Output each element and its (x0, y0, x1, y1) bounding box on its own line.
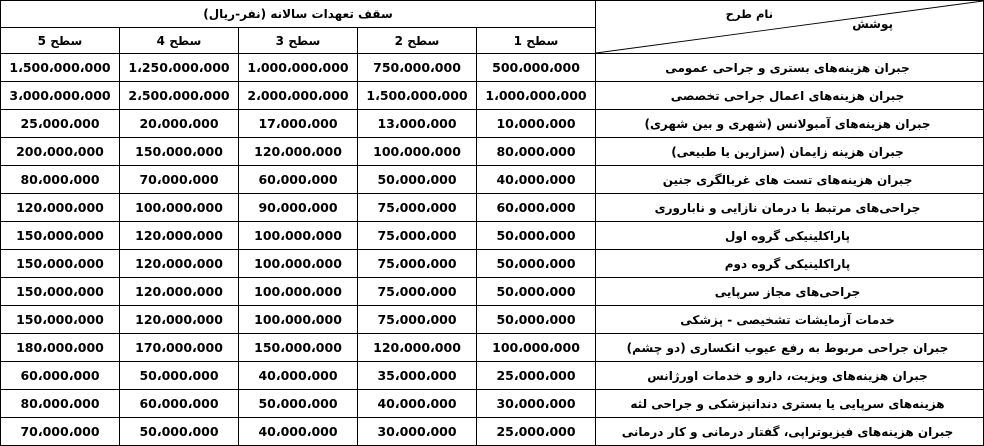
table-row (1, 306, 984, 334)
ceiling-value-cell: 70،000،000 (1, 418, 120, 446)
ceiling-value-cell: 80،000،000 (477, 138, 596, 166)
ceiling-value-cell: 50،000،000 (358, 166, 477, 194)
table-row (1, 110, 984, 138)
ceiling-value-cell: 40،000،000 (239, 418, 358, 446)
ceiling-value-cell: 75،000،000 (358, 278, 477, 306)
table-row (1, 138, 984, 166)
corner-header-cell (596, 1, 984, 54)
ceiling-value-cell: 120،000،000 (239, 138, 358, 166)
ceiling-value-cell: 80،000،000 (1, 166, 120, 194)
ceiling-value-cell: 150،000،000 (120, 138, 239, 166)
coverage-table-body (1, 54, 984, 446)
ceiling-value-cell: 75،000،000 (358, 306, 477, 334)
coverage-name-cell: جبران جراحی مربوط به رفع عیوب انکساری (دو چشم) (596, 334, 984, 362)
level-header: سطح 5 (1, 28, 120, 54)
ceiling-value-cell: 25،000،000 (1, 110, 120, 138)
ceiling-value-cell: 17،000،000 (239, 110, 358, 138)
ceiling-value-cell: 25،000،000 (477, 362, 596, 390)
level-header: سطح 3 (239, 28, 358, 54)
ceiling-value-cell: 1،000،000،000 (477, 82, 596, 110)
coverage-name-cell: جبران هزینه زایمان (سزارین یا طبیعی) (596, 138, 984, 166)
table-row (1, 54, 984, 82)
ceiling-value-cell: 1،500،000،000 (358, 82, 477, 110)
ceiling-value-cell: 60،000،000 (1, 362, 120, 390)
ceiling-value-cell: 60،000،000 (477, 194, 596, 222)
table-row (1, 278, 984, 306)
coverage-name-cell: جبران هزینه‌های آمبولانس (شهری و بین شهری) (596, 110, 984, 138)
ceiling-value-cell: 500،000،000 (477, 54, 596, 82)
ceiling-value-cell: 20،000،000 (120, 110, 239, 138)
ceiling-value-cell: 150،000،000 (1, 222, 120, 250)
coverage-name-cell: پاراکلینیکی گروه دوم (596, 250, 984, 278)
table-row (1, 418, 984, 446)
ceiling-value-cell: 50،000،000 (477, 306, 596, 334)
table-row (1, 82, 984, 110)
table-row (1, 250, 984, 278)
table-row (1, 362, 984, 390)
ceiling-value-cell: 40،000،000 (477, 166, 596, 194)
coverage-name-cell: پاراکلینیکی گروه اول (596, 222, 984, 250)
level-header: سطح 4 (120, 28, 239, 54)
ceiling-value-cell: 50،000،000 (477, 250, 596, 278)
ceiling-value-cell: 150،000،000 (1, 278, 120, 306)
ceiling-value-cell: 200،000،000 (1, 138, 120, 166)
ceiling-value-cell: 100،000،000 (358, 138, 477, 166)
ceiling-value-cell: 100،000،000 (120, 194, 239, 222)
ceiling-value-cell: 90،000،000 (239, 194, 358, 222)
coverage-name-cell: جبران هزینه‌های ویزیت، دارو و خدمات اورژانس (596, 362, 984, 390)
ceiling-value-cell: 75،000،000 (358, 222, 477, 250)
ceiling-value-cell: 30،000،000 (358, 418, 477, 446)
table-row (1, 222, 984, 250)
ceiling-value-cell: 30،000،000 (477, 390, 596, 418)
ceiling-value-cell: 150،000،000 (1, 306, 120, 334)
ceiling-value-cell: 150،000،000 (239, 334, 358, 362)
ceiling-value-cell: 150،000،000 (1, 250, 120, 278)
coverage-name-cell: خدمات آزمایشات تشخیصی - پزشکی (596, 306, 984, 334)
ceiling-value-cell: 120،000،000 (120, 222, 239, 250)
ceiling-value-cell: 50،000،000 (477, 222, 596, 250)
ceiling-value-cell: 60،000،000 (239, 166, 358, 194)
ceiling-value-cell: 40،000،000 (239, 362, 358, 390)
ceiling-value-cell: 100،000،000 (239, 250, 358, 278)
header-row-top (1, 1, 984, 28)
ceiling-value-cell: 2،000،000،000 (239, 82, 358, 110)
ceiling-value-cell: 50،000،000 (120, 362, 239, 390)
coverage-name-cell: جبران هزینه‌های بستری و جراحی عمومی (596, 54, 984, 82)
ceiling-value-cell: 75،000،000 (358, 250, 477, 278)
ceiling-value-cell: 35،000،000 (358, 362, 477, 390)
ceiling-value-cell: 1،500،000،000 (1, 54, 120, 82)
ceiling-value-cell: 1،000،000،000 (239, 54, 358, 82)
level-header: سطح 1 (477, 28, 596, 54)
ceiling-value-cell: 60،000،000 (120, 390, 239, 418)
table-row (1, 334, 984, 362)
ceiling-value-cell: 750،000،000 (358, 54, 477, 82)
ceiling-value-cell: 3،000،000،000 (1, 82, 120, 110)
ceiling-value-cell: 120،000،000 (120, 278, 239, 306)
ceiling-value-cell: 50،000،000 (239, 390, 358, 418)
ceiling-value-cell: 100،000،000 (477, 334, 596, 362)
ceiling-value-cell: 10،000،000 (477, 110, 596, 138)
table-row (1, 166, 984, 194)
ceiling-value-cell: 180،000،000 (1, 334, 120, 362)
ceiling-value-cell: 170،000،000 (120, 334, 239, 362)
ceiling-value-cell: 70،000،000 (120, 166, 239, 194)
plan-name-header-label: نام طرح (725, 7, 774, 21)
coverage-name-cell: جبران هزینه‌های تست های غربالگری جنین (596, 166, 984, 194)
ceiling-value-cell: 50،000،000 (477, 278, 596, 306)
ceiling-value-cell: 50،000،000 (120, 418, 239, 446)
ceiling-value-cell: 120،000،000 (1, 194, 120, 222)
coverage-name-cell: جبران هزینه‌های اعمال جراحی تخصصی (596, 82, 984, 110)
ceiling-value-cell: 1،250،000،000 (120, 54, 239, 82)
level-header: سطح 2 (358, 28, 477, 54)
ceiling-value-cell: 25،000،000 (477, 418, 596, 446)
coverage-name-cell: جبران هزینه‌های فیزیوتراپی، گفتار درمانی و کار درمانی (596, 418, 984, 446)
annual-ceiling-header: سقف تعهدات سالانه (نفر-ریال) (1, 1, 596, 28)
diagonal-divider (596, 1, 983, 53)
ceiling-value-cell: 100،000،000 (239, 222, 358, 250)
ceiling-value-cell: 120،000،000 (120, 306, 239, 334)
coverage-header-label: پوشش (852, 17, 894, 31)
coverage-name-cell: هزینه‌های سرپایی یا بستری دندانپزشکی و جراحی لثه (596, 390, 984, 418)
ceiling-value-cell: 13،000،000 (358, 110, 477, 138)
ceiling-value-cell: 2،500،000،000 (120, 82, 239, 110)
table-row (1, 194, 984, 222)
coverage-name-cell: جراحی‌های مرتبط با درمان نازایی و ناباروری (596, 194, 984, 222)
ceiling-value-cell: 100،000،000 (239, 306, 358, 334)
coverage-name-cell: جراحی‌های مجاز سرپایی (596, 278, 984, 306)
ceiling-value-cell: 100،000،000 (239, 278, 358, 306)
ceiling-value-cell: 120،000،000 (120, 250, 239, 278)
table-row (1, 390, 984, 418)
ceiling-value-cell: 120،000،000 (358, 334, 477, 362)
ceiling-value-cell: 75،000،000 (358, 194, 477, 222)
ceiling-value-cell: 80،000،000 (1, 390, 120, 418)
ceiling-value-cell: 40،000،000 (358, 390, 477, 418)
